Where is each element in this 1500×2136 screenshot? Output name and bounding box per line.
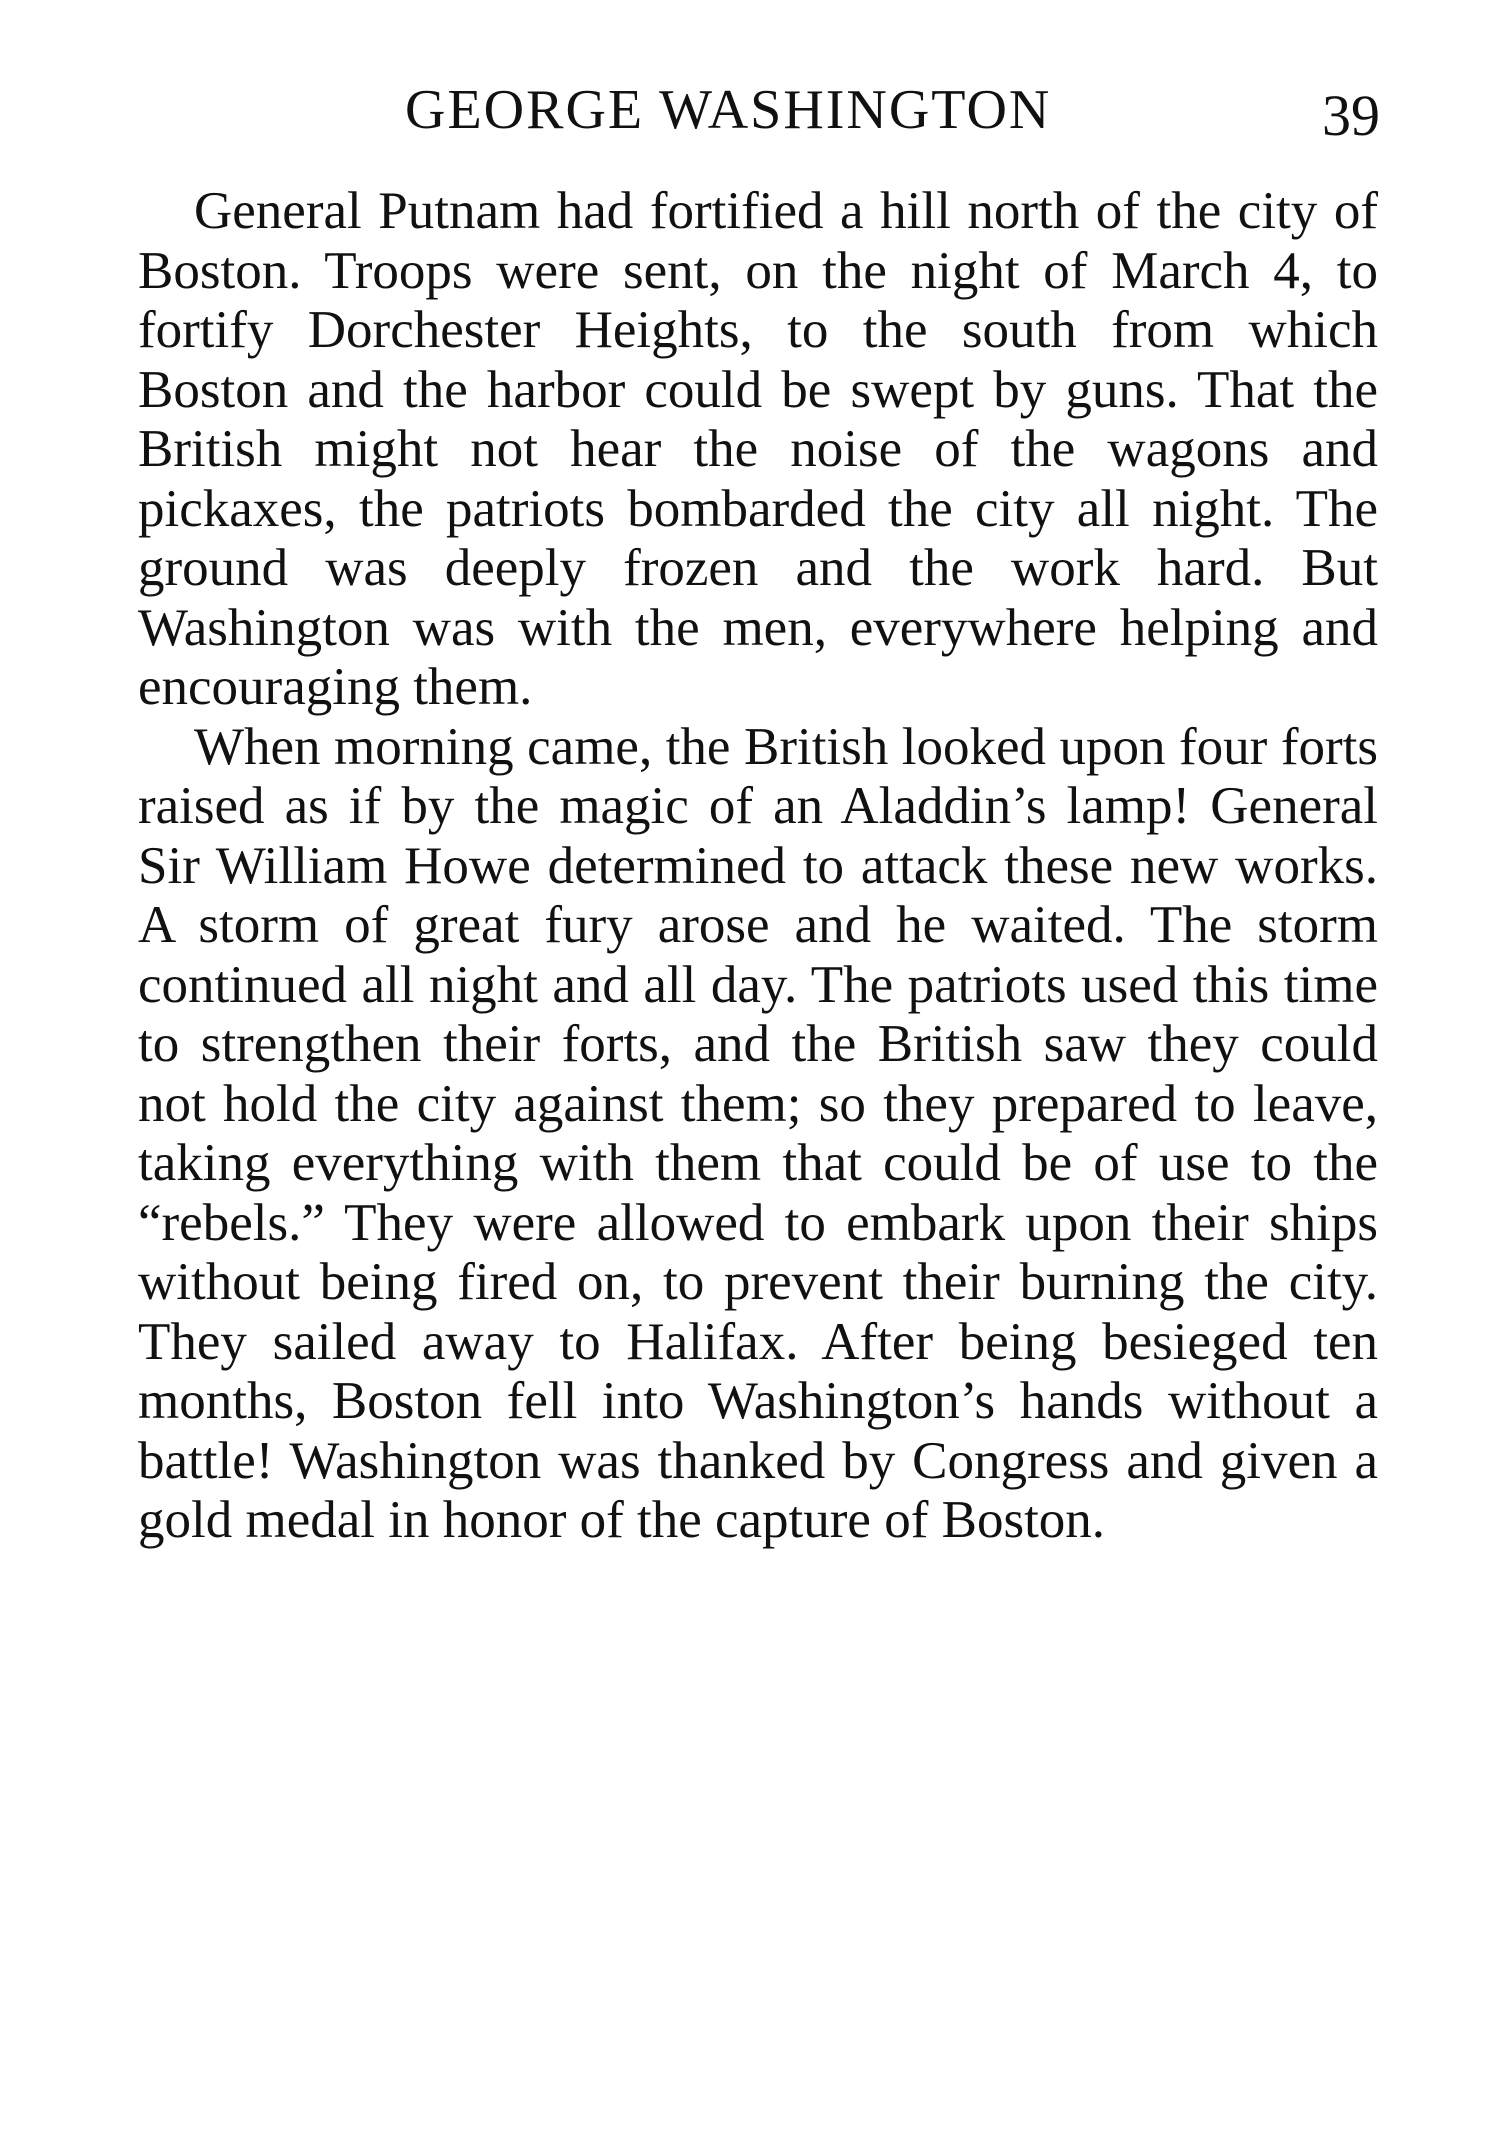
paragraph-2: When morning came, the British looked upon four forts raised as if by the magic of an Aladdin’s lamp! General Sir William Howe determined to attack these new works. A storm of great fury arose and he waited. The storm continued all night and all day. The patriots used this time to strengthen their forts, and the British saw they could not hold the city against them; so they prepared to leave, taking everything with them that could be of use to the “rebels.” They were allowed to embark upon their ships without being fired on, to prevent their burning the city. They sailed away to Halifax. After being besieged ten months, Boston fell into Washington’s hands without a battle! Washington was thanked by Congress and given a gold medal in honor of the capture of Boston. (138, 717, 1378, 1549)
running-head (125, 70, 1380, 150)
running-title: GEORGE WASHINGTON (405, 79, 1052, 141)
paragraph-1: General Putnam had fortified a hill north of the city of Boston. Troops were sent, on the night of March 4, to fortify Dorchester Heights, to the south from which Boston and the harbor could be swept by guns. That the British might not hear the noise of the wagons and pickaxes, the patriots bombarded the city all night. The ground was deeply frozen and the work hard. But Washington was with the men, everywhere helping and encouraging them. (138, 182, 1378, 716)
body-text (138, 182, 1378, 1551)
page-number: 39 (1322, 83, 1380, 148)
